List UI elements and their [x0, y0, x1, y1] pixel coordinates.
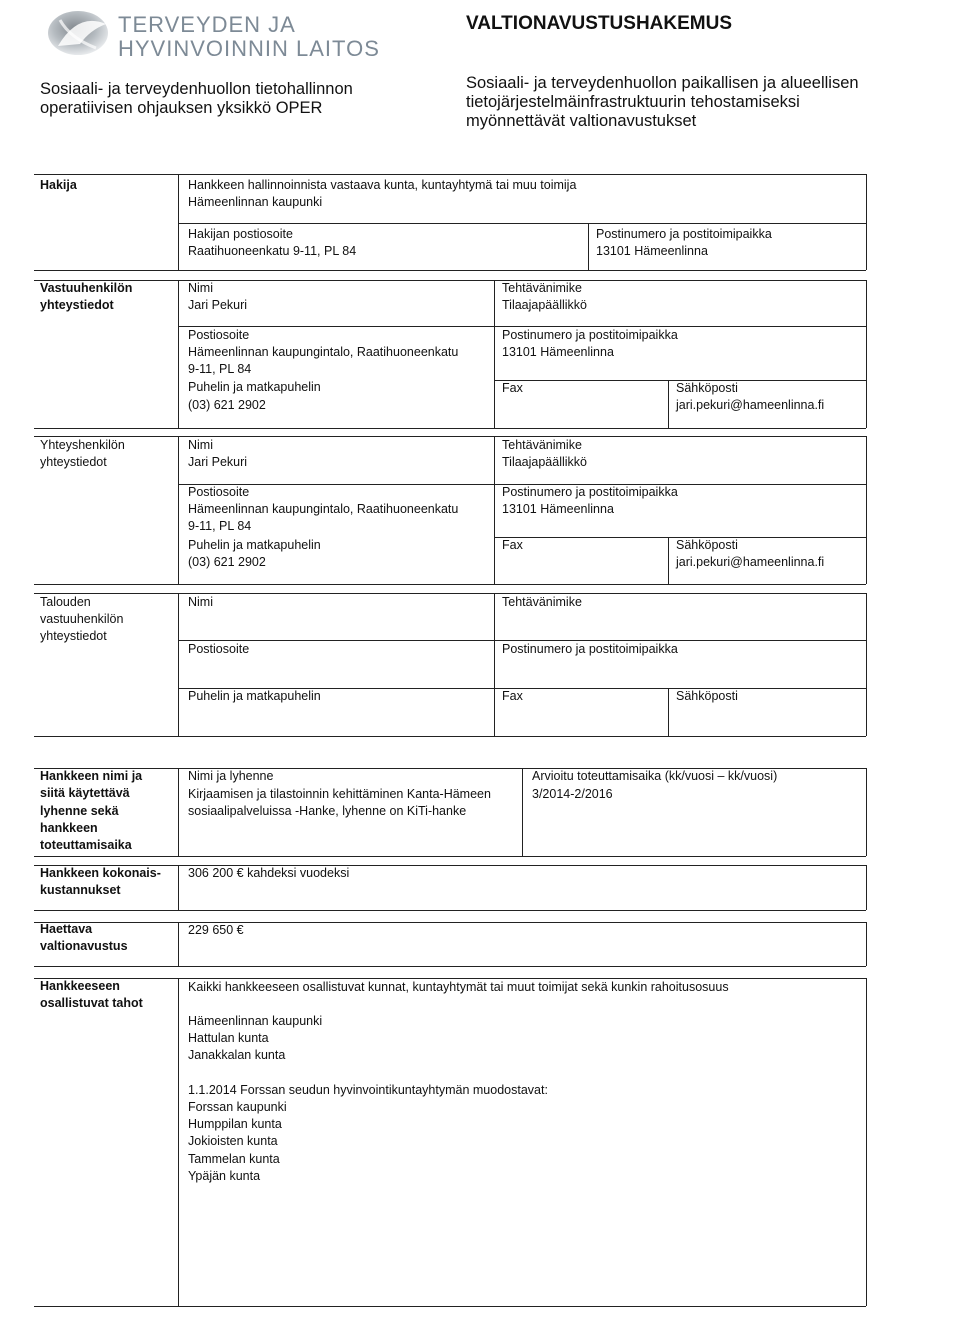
org-name-line2: operatiivisen ohjauksen yksikkö OPER: [40, 99, 323, 117]
yhteys-address-line1: Hämeenlinnan kaupungintalo, Raatihuoneenkatu: [188, 502, 459, 516]
rule: [668, 537, 669, 584]
rule: [178, 436, 179, 584]
yhteys-phone-value: (03) 621 2902: [188, 555, 266, 569]
rule: [178, 223, 866, 224]
yhteys-name-label: Nimi: [188, 438, 213, 452]
hakija-postal-label: Postinumero ja postitoimipaikka: [596, 227, 772, 241]
hanke-label-line1: Hankkeen nimi ja: [40, 769, 143, 783]
org-name-line1: Sosiaali- ja terveydenhuollon tietohallinnon: [40, 80, 353, 98]
hanke-name-line1: Kirjaamisen ja tilastoinnin kehittäminen Kanta-Hämeen: [188, 787, 491, 801]
hakija-org-value: Hämeenlinnan kaupunki: [188, 195, 323, 209]
participant-item: Ypäjän kunta: [188, 1169, 261, 1183]
rule: [866, 978, 867, 1306]
rule: [668, 380, 669, 428]
participant-item: Hämeenlinnan kaupunki: [188, 1014, 323, 1028]
yhteys-email-value: jari.pekuri@hameenlinna.fi: [676, 555, 825, 569]
rule: [178, 865, 179, 910]
participant-item: Tammelan kunta: [188, 1152, 280, 1166]
grant-description-line3: myönnettävät valtionavustukset: [466, 112, 697, 130]
rule: [494, 280, 495, 428]
hanke-time-label: Arvioitu toteuttamisaika (kk/vuosi – kk/vuosi): [532, 769, 778, 783]
yhteys-fax-label: Fax: [502, 538, 523, 552]
rule: [866, 280, 867, 428]
vastuuhenkilo-label-line2: yhteystiedot: [40, 298, 114, 312]
hanke-label-line4: hankkeen: [40, 821, 98, 835]
participant-item: Hattulan kunta: [188, 1031, 269, 1045]
hanke-label-line2: siitä käytettävä: [40, 786, 130, 800]
avustus-value: 229 650 €: [188, 923, 244, 937]
vastuu-email-label: Sähköposti: [676, 381, 738, 395]
talous-fax-label: Fax: [502, 689, 523, 703]
rule: [34, 922, 866, 923]
participant-item: Janakkalan kunta: [188, 1048, 286, 1062]
vastuu-name-label: Nimi: [188, 281, 213, 295]
rule: [866, 865, 867, 910]
kustannukset-label-line2: kustannukset: [40, 883, 121, 897]
rule: [178, 593, 179, 736]
participant-item: Humppilan kunta: [188, 1117, 282, 1131]
vastuu-phone-value: (03) 621 2902: [188, 398, 266, 412]
yhteys-phone-label: Puhelin ja matkapuhelin: [188, 538, 321, 552]
rule: [866, 922, 867, 966]
rule: [34, 856, 866, 857]
vastuu-address-label: Postiosoite: [188, 328, 250, 342]
logo-text-line2: HYVINVOINNIN LAITOS: [118, 36, 380, 61]
rule: [866, 436, 867, 584]
tahot-intro: Kaikki hankkeeseen osallistuvat kunnat, kuntayhtymät tai muut toimijat sekä kunkin rahoitusosuus: [188, 980, 729, 994]
vastuu-title-label: Tehtävänimike: [502, 281, 582, 295]
vastuu-address-line2: 9-11, PL 84: [188, 362, 252, 376]
rule: [34, 966, 866, 967]
tahot-label-line2: osallistuvat tahot: [40, 996, 143, 1010]
yhteys-postal-label: Postinumero ja postitoimipaikka: [502, 485, 678, 499]
talous-name-label: Nimi: [188, 595, 213, 609]
rule: [34, 174, 866, 175]
hanke-label-line5: toteuttamisaika: [40, 838, 132, 852]
hakija-label: Hakija: [40, 178, 77, 192]
logo-emblem-icon: [40, 8, 114, 58]
vastuu-postal-label: Postinumero ja postitoimipaikka: [502, 328, 678, 342]
talous-postal-label: Postinumero ja postitoimipaikka: [502, 642, 678, 656]
rule: [34, 428, 866, 429]
kustannukset-value: 306 200 € kahdeksi vuodeksi: [188, 866, 350, 880]
hakija-address-label: Hakijan postiosoite: [188, 227, 293, 241]
vastuu-email-value: jari.pekuri@hameenlinna.fi: [676, 398, 825, 412]
yhteys-title-label: Tehtävänimike: [502, 438, 582, 452]
tahot-group2-intro: 1.1.2014 Forssan seudun hyvinvointikuntayhtymän muodostavat:: [188, 1083, 548, 1097]
yhteys-address-label: Postiosoite: [188, 485, 250, 499]
document-title: VALTIONAVUSTUSHAKEMUS: [466, 13, 732, 34]
hanke-time-value: 3/2014-2/2016: [532, 787, 613, 801]
vastuu-name-value: Jari Pekuri: [188, 298, 248, 312]
vastuu-postal-value: 13101 Hämeenlinna: [502, 345, 614, 359]
rule: [522, 768, 523, 856]
rule: [178, 174, 179, 270]
rule: [866, 174, 867, 270]
tahot-label-line1: Hankkeeseen: [40, 979, 120, 993]
hanke-name-line2: sosiaalipalveluissa -Hanke, lyhenne on KiTi-hanke: [188, 804, 467, 818]
vastuuhenkilo-label-line1: Vastuuhenkilön: [40, 281, 133, 295]
talous-address-label: Postiosoite: [188, 642, 250, 656]
rule: [34, 910, 866, 911]
talous-label-line1: Talouden: [40, 595, 91, 609]
grant-description-line2: tietojärjestelmäinfrastruktuurin tehostamiseksi: [466, 93, 800, 111]
rule: [34, 270, 866, 271]
hakija-postal-value: 13101 Hämeenlinna: [596, 244, 708, 258]
institution-logo: [40, 8, 380, 62]
yhteyshenkilo-label-line2: yhteystiedot: [40, 455, 107, 469]
rule: [34, 280, 866, 281]
rule: [866, 768, 867, 856]
rule: [668, 688, 669, 736]
yhteys-name-value: Jari Pekuri: [188, 455, 248, 469]
rule: [588, 223, 589, 270]
rule: [34, 584, 866, 585]
grant-description-line1: Sosiaali- ja terveydenhuollon paikallisen ja alueellisen: [466, 74, 859, 92]
rule: [34, 593, 866, 594]
yhteys-title-value: Tilaajapäällikkö: [502, 455, 587, 469]
talous-phone-label: Puhelin ja matkapuhelin: [188, 689, 321, 703]
talous-email-label: Sähköposti: [676, 689, 738, 703]
rule: [34, 736, 866, 737]
rule: [866, 593, 867, 736]
hanke-name-label: Nimi ja lyhenne: [188, 769, 274, 783]
participant-item: Forssan kaupunki: [188, 1100, 287, 1114]
talous-title-label: Tehtävänimike: [502, 595, 582, 609]
hakija-org-label: Hankkeen hallinnoinnista vastaava kunta, kuntayhtymä tai muu toimija: [188, 178, 577, 192]
vastuu-title-value: Tilaajapäällikkö: [502, 298, 587, 312]
talous-label-line3: yhteystiedot: [40, 629, 107, 643]
avustus-label-line1: Haettava: [40, 922, 93, 936]
kustannukset-label-line1: Hankkeen kokonais-: [40, 866, 161, 880]
rule: [178, 978, 179, 1306]
rule: [178, 922, 179, 966]
yhteys-address-line2: 9-11, PL 84: [188, 519, 252, 533]
talous-label-line2: vastuuhenkilön: [40, 612, 124, 626]
rule: [494, 593, 495, 736]
yhteys-postal-value: 13101 Hämeenlinna: [502, 502, 614, 516]
hakija-address-value: Raatihuoneenkatu 9-11, PL 84: [188, 244, 357, 258]
vastuu-phone-label: Puhelin ja matkapuhelin: [188, 380, 321, 394]
rule: [494, 436, 495, 584]
rule: [34, 1306, 866, 1307]
avustus-label-line2: valtionavustus: [40, 939, 128, 953]
rule: [34, 436, 866, 437]
logo-text-line1: TERVEYDEN JA: [118, 12, 296, 37]
yhteyshenkilo-label-line1: Yhteyshenkilön: [40, 438, 125, 452]
vastuu-address-line1: Hämeenlinnan kaupungintalo, Raatihuoneenkatu: [188, 345, 459, 359]
vastuu-fax-label: Fax: [502, 381, 523, 395]
rule: [178, 280, 179, 428]
hanke-label-line3: lyhenne sekä: [40, 804, 119, 818]
rule: [178, 768, 179, 856]
yhteys-email-label: Sähköposti: [676, 538, 738, 552]
participant-item: Jokioisten kunta: [188, 1134, 278, 1148]
